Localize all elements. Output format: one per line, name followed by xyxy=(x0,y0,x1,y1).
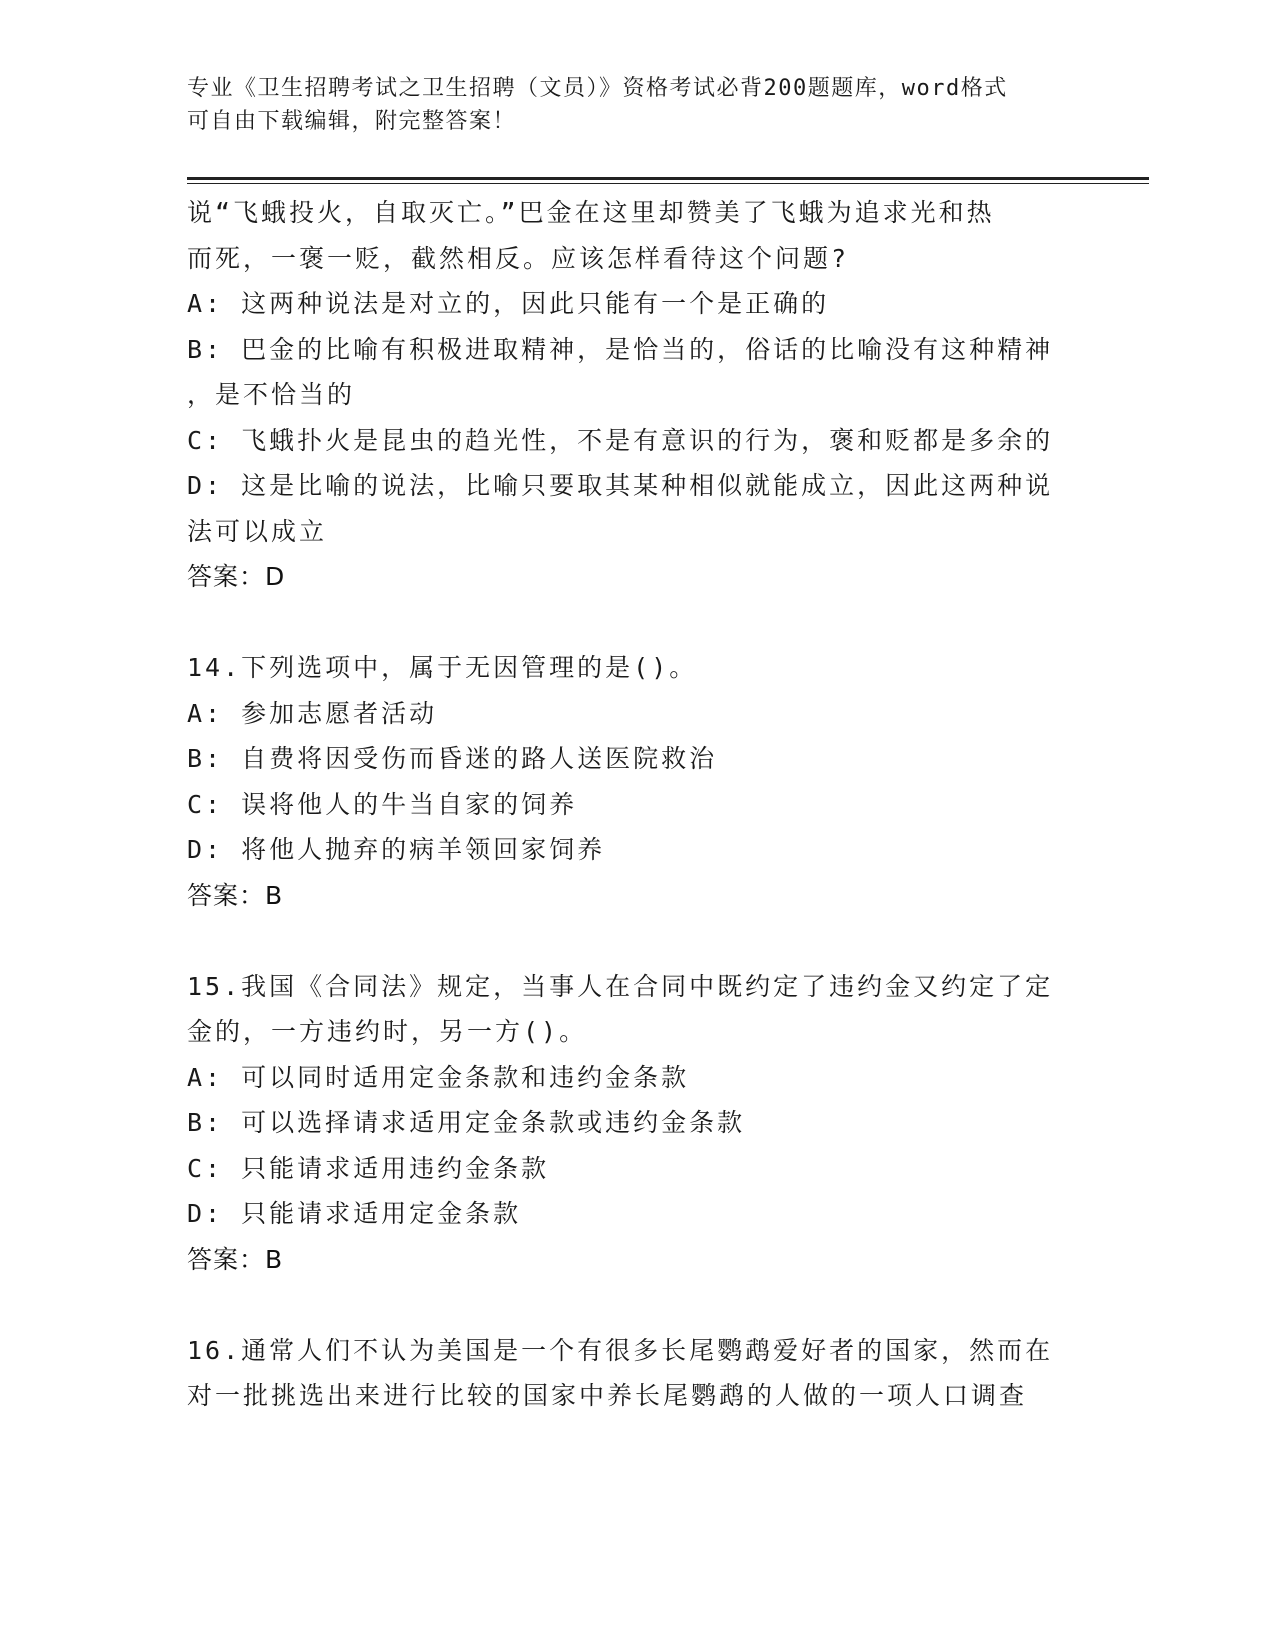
question-list xyxy=(187,190,1087,1419)
question-13 xyxy=(187,190,1087,600)
option-d: D: 只能请求适用定金条款 xyxy=(187,1199,522,1228)
question-spacer xyxy=(187,918,1087,964)
question-16 xyxy=(187,1328,1087,1419)
question-stem-line: 16.通常人们不认为美国是一个有很多长尾鹦鹉爱好者的国家，然而在 xyxy=(187,1335,1054,1365)
option-a: A: 可以同时适用定金条款和违约金条款 xyxy=(187,1062,690,1092)
answer-label: 答案：B xyxy=(187,880,284,910)
question-stem-line: 说“飞蛾投火，自取灭亡。”巴金在这里却赞美了飞蛾为追求光和热 xyxy=(187,198,995,227)
question-stem-line: 而死，一褒一贬，截然相反。应该怎样看待这个问题? xyxy=(187,243,850,273)
header-line-2: 可自由下载编辑，附完整答案！ xyxy=(187,109,517,134)
header-line-1: 专业《卫生招聘考试之卫生招聘（文员）》资格考试必背200题题库，word格式 xyxy=(187,76,1008,101)
question-15 xyxy=(187,964,1087,1283)
option-b: B: 可以选择请求适用定金条款或违约金条款 xyxy=(187,1108,746,1137)
question-14 xyxy=(187,645,1087,918)
answer-label: 答案：D xyxy=(187,562,286,591)
question-stem: 14.下列选项中，属于无因管理的是()。 xyxy=(187,653,698,682)
option-a: A: 这两种说法是对立的，因此只能有一个是正确的 xyxy=(187,289,830,318)
header-divider-thin xyxy=(187,183,1149,184)
option-b-continued: ，是不恰当的 xyxy=(187,380,356,409)
document-header xyxy=(187,72,1087,138)
answer-label: 答案：B xyxy=(187,1244,284,1274)
question-stem-line: 金的，一方违约时，另一方()。 xyxy=(187,1017,588,1046)
question-stem-line: 15.我国《合同法》规定，当事人在合同中既约定了违约金又约定了定 xyxy=(187,971,1054,1001)
option-d: D: 将他人抛弃的病羊领回家饲养 xyxy=(187,835,606,864)
option-b: B: 自费将因受伤而昏迷的路人送医院救治 xyxy=(187,744,718,773)
question-spacer xyxy=(187,600,1087,646)
question-spacer xyxy=(187,1282,1087,1328)
question-stem-line: 对一批挑选出来进行比较的国家中养长尾鹦鹉的人做的一项人口调查 xyxy=(187,1381,1028,1410)
option-c: C: 飞蛾扑火是昆虫的趋光性，不是有意识的行为，褒和贬都是多余的 xyxy=(187,425,1054,455)
option-c: C: 只能请求适用违约金条款 xyxy=(187,1153,550,1183)
option-a: A: 参加志愿者活动 xyxy=(187,698,438,728)
option-c: C: 误将他人的牛当自家的饲养 xyxy=(187,789,578,819)
option-b: B: 巴金的比喻有积极进取精神，是恰当的，俗话的比喻没有这种精神 xyxy=(187,334,1054,364)
option-d-continued: 法可以成立 xyxy=(187,516,328,546)
header-divider-thick xyxy=(187,177,1149,180)
option-d: D: 这是比喻的说法，比喻只要取其某种相似就能成立，因此这两种说 xyxy=(187,471,1054,500)
